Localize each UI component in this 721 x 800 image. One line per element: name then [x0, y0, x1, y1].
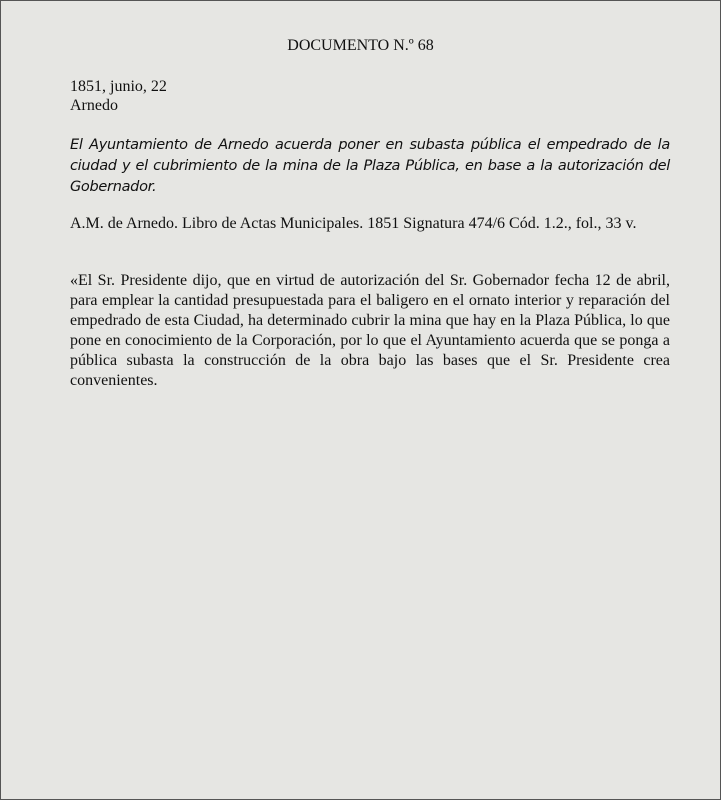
document-meta — [70, 77, 167, 115]
document-summary: El Ayuntamiento de Arnedo acuerda poner en subasta pública el empedrado de la ciudad y el cubrimiento de la mina de la Plaza Pública, en base a la autorización del Gobernador. — [70, 137, 670, 195]
document-place: Arnedo — [70, 97, 118, 114]
document-title: DOCUMENTO N.º 68 — [287, 37, 434, 54]
document-date: 1851, junio, 22 — [70, 78, 167, 95]
document-source: A.M. de Arnedo. Libro de Actas Municipales. 1851 Signatura 474/6 Cód. 1.2., fol., 33 v. — [70, 215, 637, 232]
document-body: «El Sr. Presidente dijo, que en virtud de autorización del Sr. Gobernador fecha 12 de abril, para emplear la cantidad presupuestada para el baligero en el ornato interior y reparación del empedrado de esta Ciudad, ha determinado cubrir la mina que hay en la Plaza Pública, lo que pone en conocimiento de la Corporación, por lo que el Ayuntamiento acuerda que se ponga a pública subasta la construcción de la obra bajo las bases que el Sr. Presidente crea convenientes. — [70, 272, 670, 389]
